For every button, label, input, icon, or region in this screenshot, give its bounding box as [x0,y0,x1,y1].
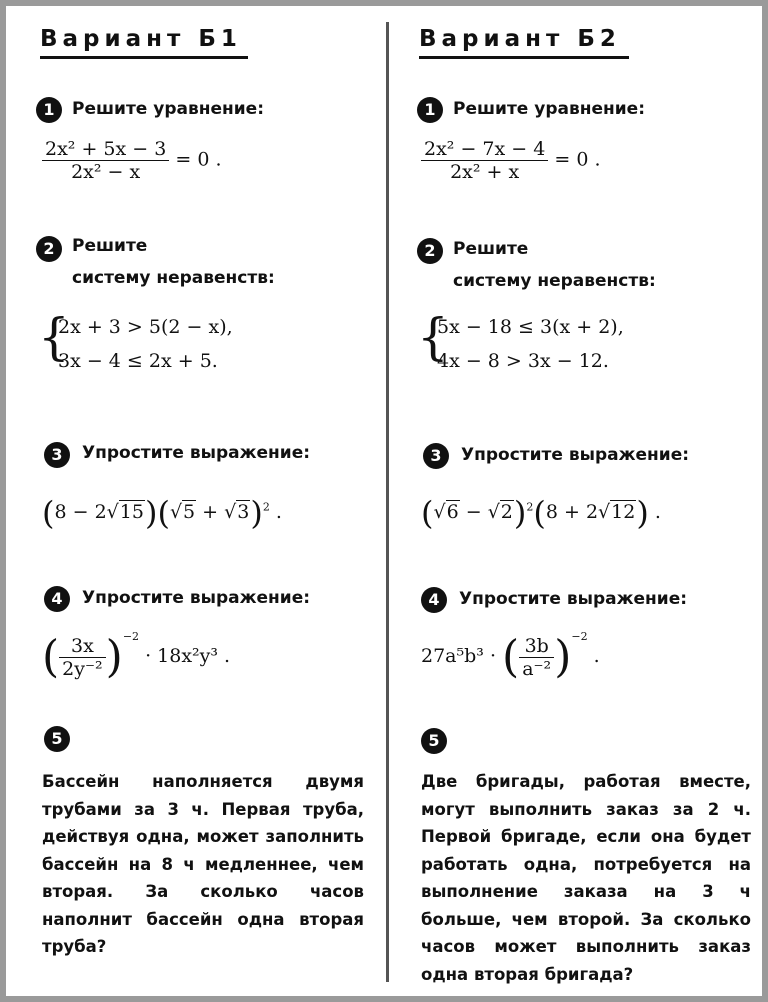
task3-expression: $(8 - 2√15)(√5 + √3)^2$ . [42,494,282,532]
variant-title: Вариант Б1 [40,26,242,52]
task-number-4: 4 [421,587,447,613]
task1-denominator: 2x² − x [42,160,169,183]
system-brace: { [38,308,70,366]
system-line-2: 3x − 4 ≤ 2x + 5. [58,350,218,372]
task5-problem-text: Две бригады, работая вместе, могут выполнить заказ за 2 ч. Первой бригаде, если она будет работать одна, потребуется на выполнение заказа на 3 ч больше, чем второй. За сколько часов может выполнить заказ одна вторая бригада? [421,772,751,984]
task-number-2: 2 [36,236,62,262]
task1-heading: Решите уравнение: [453,99,645,119]
task4-fraction: $\frac{3x}{\text{2y⁻²}}$ [59,635,105,680]
title-underline [40,56,248,59]
task1-equation [42,138,222,183]
task-number-5: 5 [44,726,70,752]
task4-expression: ( $\frac{3x}{\text{2y⁻²}}$ )$^{-2}$ · 18x²y³ . [42,630,231,683]
column-divider [386,22,389,982]
task-number-3: 3 [423,443,449,469]
task3-expression: $(√6 - √2)^2(8 + 2√12)$ . [421,494,661,532]
variant-b1-column [6,6,376,996]
task1-numerator: 2x² + 5x − 3 [45,138,167,160]
task-number-4: 4 [44,586,70,612]
task1-denominator: 2x² + x [421,160,548,183]
worksheet [6,6,762,996]
task-number-1: 1 [36,97,62,123]
task-number-2: 2 [417,238,443,264]
task-number-1: 1 [417,97,443,123]
task5-problem-text: Бассейн наполняется двумя трубами за 3 ч. Первая труба, действуя одна, может заполнить бассейн на 8 ч медленнее, чем вторая. За сколько часов наполнит бассейн одна вторая труба? [42,772,364,956]
task3-heading: Упростите выражение: [82,443,311,463]
task4-heading: Упростите выражение: [82,588,311,608]
task-number-5: 5 [421,728,447,754]
task1-tail: = 0 . [175,148,222,171]
task1-equation [421,138,601,183]
system-line-2: 4x − 8 > 3x − 12. [437,350,609,372]
title-underline [419,56,629,59]
task-number-3: 3 [44,442,70,468]
system-line-1: 2x + 3 > 5(2 − x), [58,316,233,338]
task4-expression: 27a⁵b³ · ( $\frac{3b}{\text{a⁻²}}$ )$^{-2}$ . [421,630,600,683]
task2-heading-line2: систему неравенств: [453,271,656,291]
task3-heading: Упростите выражение: [461,445,690,465]
task1-tail: = 0 . [554,148,601,171]
variant-title: Вариант Б2 [419,26,621,52]
task2-heading-line2: систему неравенств: [72,268,275,288]
task2-heading-line1: Решите [453,239,529,259]
task4-fraction: $\frac{3b}{\text{a⁻²}}$ [519,635,554,680]
system-line-1: 5x − 18 ≤ 3(x + 2), [437,316,624,338]
task1-fraction [421,138,548,183]
system-brace: { [417,308,449,366]
task4-heading: Упростите выражение: [459,589,688,609]
task1-heading: Решите уравнение: [72,99,264,119]
task2-heading-line1: Решите [72,236,148,256]
variant-b2-column [391,6,761,996]
task1-fraction [42,138,169,183]
task1-numerator: 2x² − 7x − 4 [424,138,546,160]
